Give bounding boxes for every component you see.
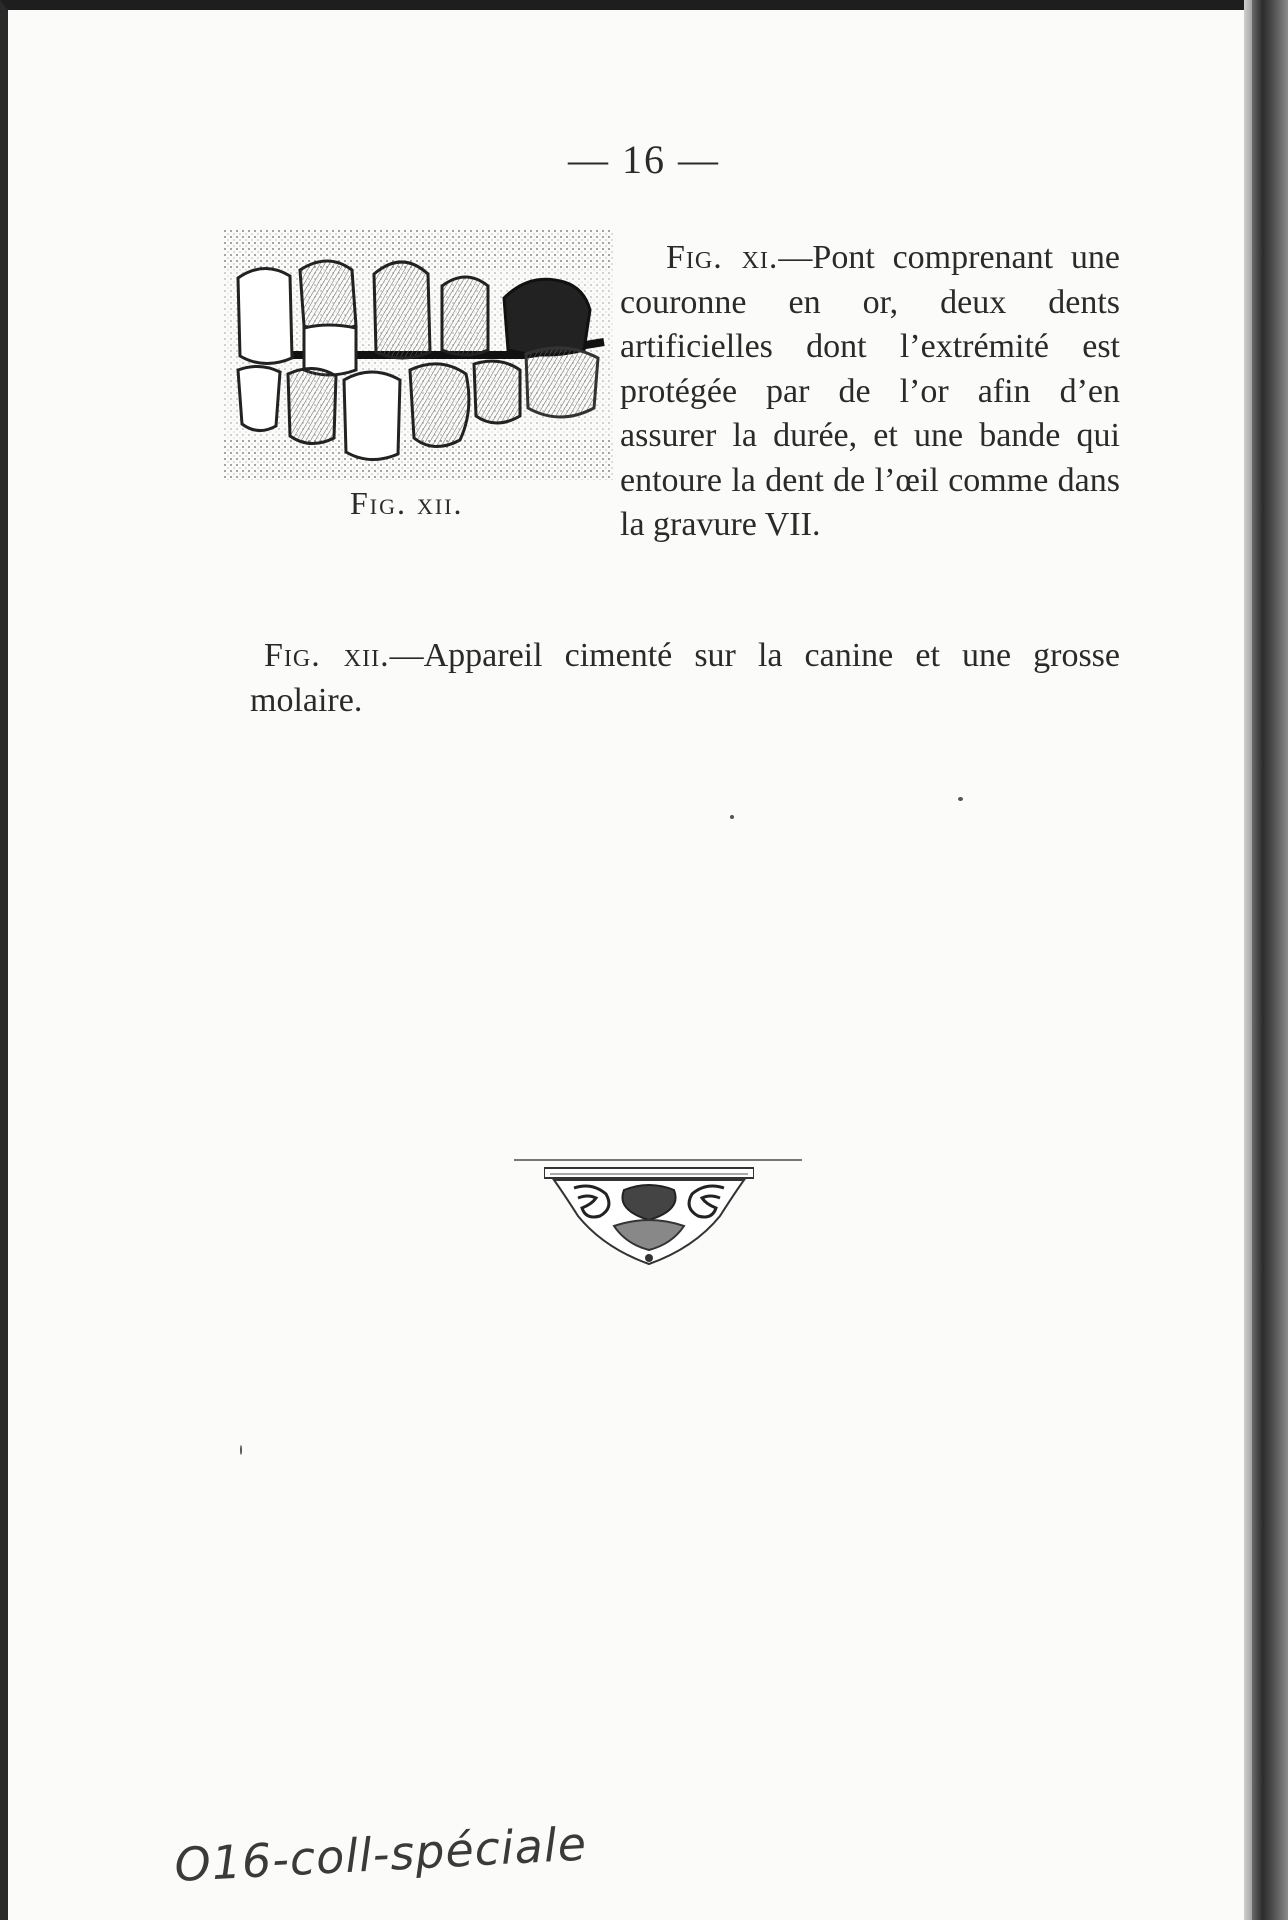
teeth-illustration (224, 230, 614, 480)
book-binding (1252, 0, 1288, 1920)
handwritten-library-note: O16-coll-spéciale (173, 1816, 589, 1892)
figure-xi-description (620, 236, 1120, 548)
scan-speck (958, 797, 963, 801)
figure-xii-description (250, 634, 1120, 723)
scan-speck (730, 815, 734, 819)
figure-xii-text: —Appareil cimenté sur la canine et une grosse molaire. (250, 637, 1120, 719)
figure-xii-caption: Fig. xii. (350, 485, 464, 521)
figure-xi-text: —Pont comprenant une couronne en or, deux dents artificielles dont l’extrémité est protégée par de l’or afin d’en assurer la durée, et une bande qui entoure la dent de l’œil comme dans la gravure VII. (620, 239, 1121, 543)
ornament-cul-de-lampe (544, 1164, 754, 1268)
page-number: — 16 — (568, 137, 720, 182)
figure-xii-label: Fig. xii. (264, 637, 390, 674)
figure-xi-label: Fig. xi. (666, 239, 779, 276)
scan-speck (240, 1445, 242, 1455)
decorative-rule (514, 1159, 802, 1161)
